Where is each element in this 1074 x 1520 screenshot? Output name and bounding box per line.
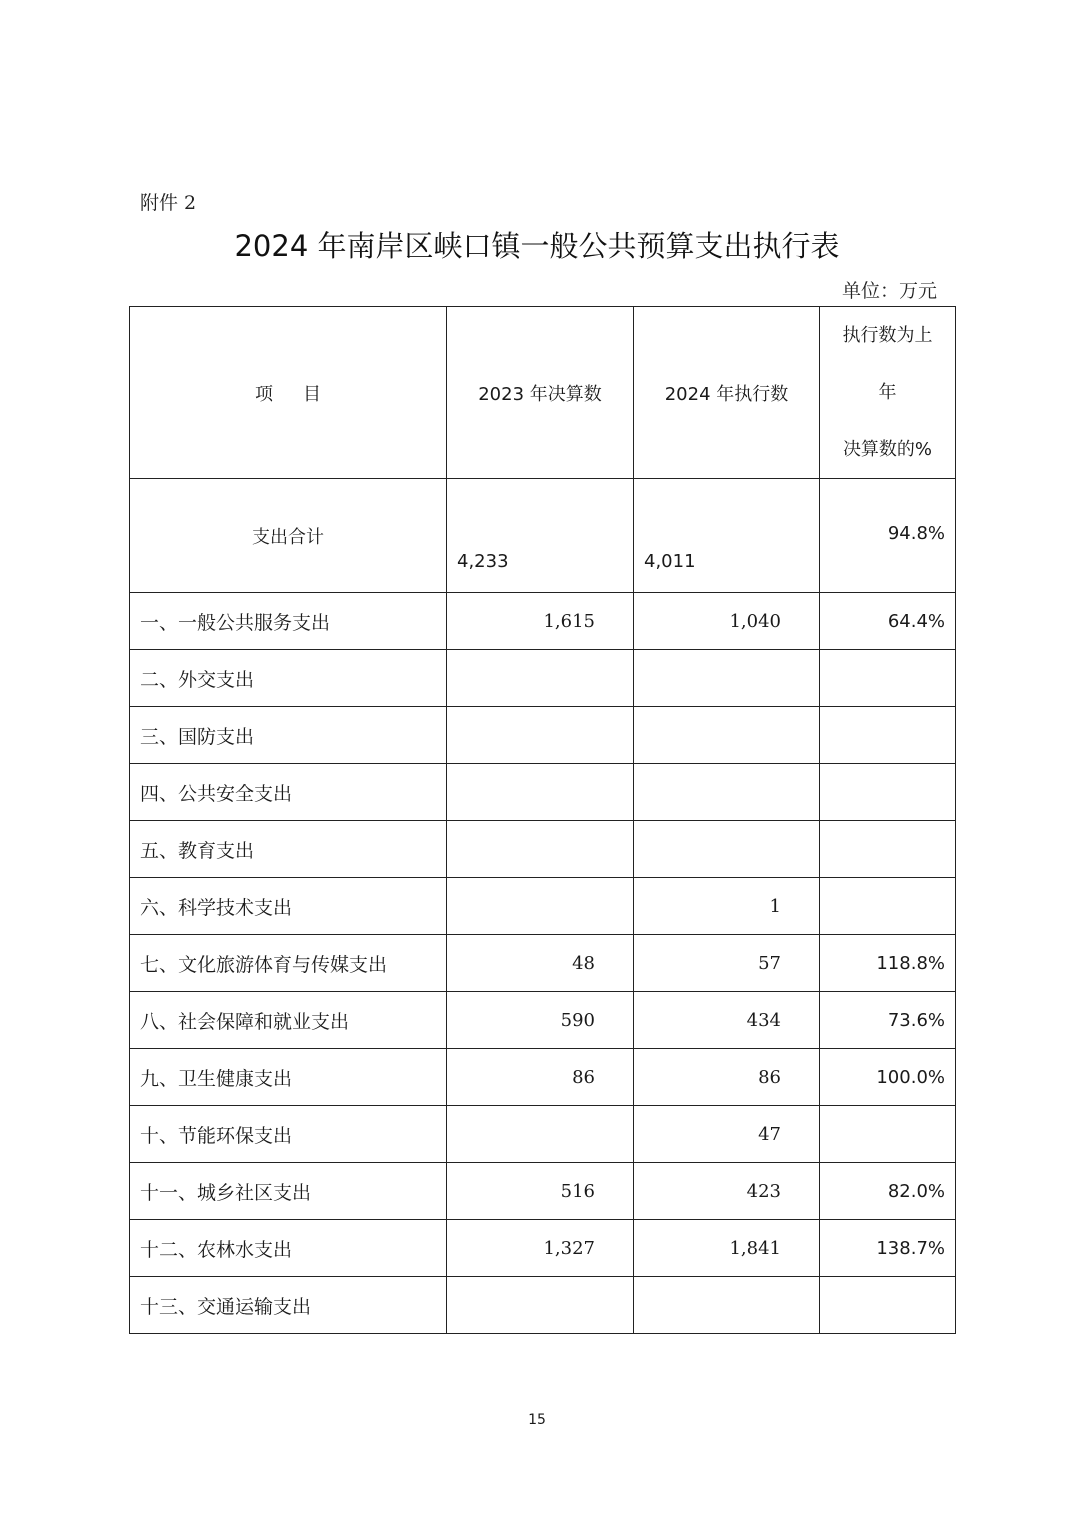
row-label: 十二、农林水支出 <box>130 1220 447 1277</box>
row-percent: 118.8% <box>820 935 956 992</box>
row-label: 四、公共安全支出 <box>130 764 447 821</box>
row-2024-value: 86 <box>634 1049 820 1106</box>
header-percent-line3: 决算数的% <box>842 439 933 460</box>
total-pct-cell <box>820 479 956 593</box>
row-2024-value <box>634 821 820 878</box>
total-pct: 94.8% <box>887 523 945 544</box>
row-2023-value <box>447 707 634 764</box>
table-row <box>130 650 956 707</box>
row-percent: 64.4% <box>820 593 956 650</box>
row-2024-value: 1 <box>634 878 820 935</box>
table-row <box>130 935 956 992</box>
row-2023-value <box>447 1106 634 1163</box>
table-row <box>130 992 956 1049</box>
header-2024: 2024 年执行数 <box>634 307 820 479</box>
row-2023-value: 86 <box>447 1049 634 1106</box>
row-2024-value: 47 <box>634 1106 820 1163</box>
row-2024-value <box>634 1277 820 1334</box>
row-2024-value: 1,841 <box>634 1220 820 1277</box>
header-percent <box>820 307 956 479</box>
row-label: 八、社会保障和就业支出 <box>130 992 447 1049</box>
table-row <box>130 593 956 650</box>
row-2023-value <box>447 764 634 821</box>
total-label-cell <box>130 479 447 593</box>
row-label: 七、文化旅游体育与传媒支出 <box>130 935 447 992</box>
row-percent <box>820 650 956 707</box>
table-row <box>130 1049 956 1106</box>
row-percent: 100.0% <box>820 1049 956 1106</box>
row-2024-value <box>634 650 820 707</box>
row-percent <box>820 1277 956 1334</box>
total-2023-cell <box>447 479 634 593</box>
header-percent-line1: 执行数为上 <box>842 325 933 346</box>
row-2024-value: 1,040 <box>634 593 820 650</box>
page-title: 2024 年南岸区峡口镇一般公共预算支出执行表 <box>234 229 840 263</box>
row-2023-value: 48 <box>447 935 634 992</box>
page-number: 15 <box>528 1412 546 1428</box>
row-label: 二、外交支出 <box>130 650 447 707</box>
row-2023-value <box>447 1277 634 1334</box>
total-label: 支出合计 <box>252 527 324 548</box>
table-row <box>130 764 956 821</box>
total-2024-cell <box>634 479 820 593</box>
header-2023: 2023 年决算数 <box>447 307 634 479</box>
table-row <box>130 707 956 764</box>
row-label: 一、一般公共服务支出 <box>130 593 447 650</box>
table-row <box>130 1106 956 1163</box>
row-label: 九、卫生健康支出 <box>130 1049 447 1106</box>
table-row <box>130 1220 956 1277</box>
row-label: 十、节能环保支出 <box>130 1106 447 1163</box>
total-2023: 4,233 <box>457 551 509 572</box>
table-row <box>130 821 956 878</box>
header-item: 项目 <box>130 307 447 479</box>
row-2024-value: 57 <box>634 935 820 992</box>
total-row <box>130 479 956 593</box>
row-label: 十一、城乡社区支出 <box>130 1163 447 1220</box>
row-2023-value <box>447 878 634 935</box>
row-2023-value <box>447 821 634 878</box>
header-percent-line2: 年 <box>878 382 897 403</box>
row-label: 六、科学技术支出 <box>130 878 447 935</box>
row-label: 五、教育支出 <box>130 821 447 878</box>
row-2023-value <box>447 650 634 707</box>
row-percent: 82.0% <box>820 1163 956 1220</box>
row-2023-value: 1,615 <box>447 593 634 650</box>
unit-label: 单位：万元 <box>841 280 937 302</box>
row-2024-value: 423 <box>634 1163 820 1220</box>
table-row <box>130 1277 956 1334</box>
attachment-label: 附件 2 <box>140 192 197 214</box>
table-row <box>130 1163 956 1220</box>
row-2024-value: 434 <box>634 992 820 1049</box>
row-percent: 138.7% <box>820 1220 956 1277</box>
total-2024: 4,011 <box>644 551 696 572</box>
row-percent <box>820 878 956 935</box>
table-row <box>130 878 956 935</box>
row-2023-value: 590 <box>447 992 634 1049</box>
row-percent <box>820 1106 956 1163</box>
row-2024-value <box>634 707 820 764</box>
header-row <box>130 307 956 479</box>
row-2024-value <box>634 764 820 821</box>
row-label: 三、国防支出 <box>130 707 447 764</box>
row-2023-value: 1,327 <box>447 1220 634 1277</box>
row-percent <box>820 764 956 821</box>
row-2023-value: 516 <box>447 1163 634 1220</box>
row-percent <box>820 707 956 764</box>
budget-table <box>129 306 956 1334</box>
row-percent <box>820 821 956 878</box>
row-percent: 73.6% <box>820 992 956 1049</box>
row-label: 十三、交通运输支出 <box>130 1277 447 1334</box>
